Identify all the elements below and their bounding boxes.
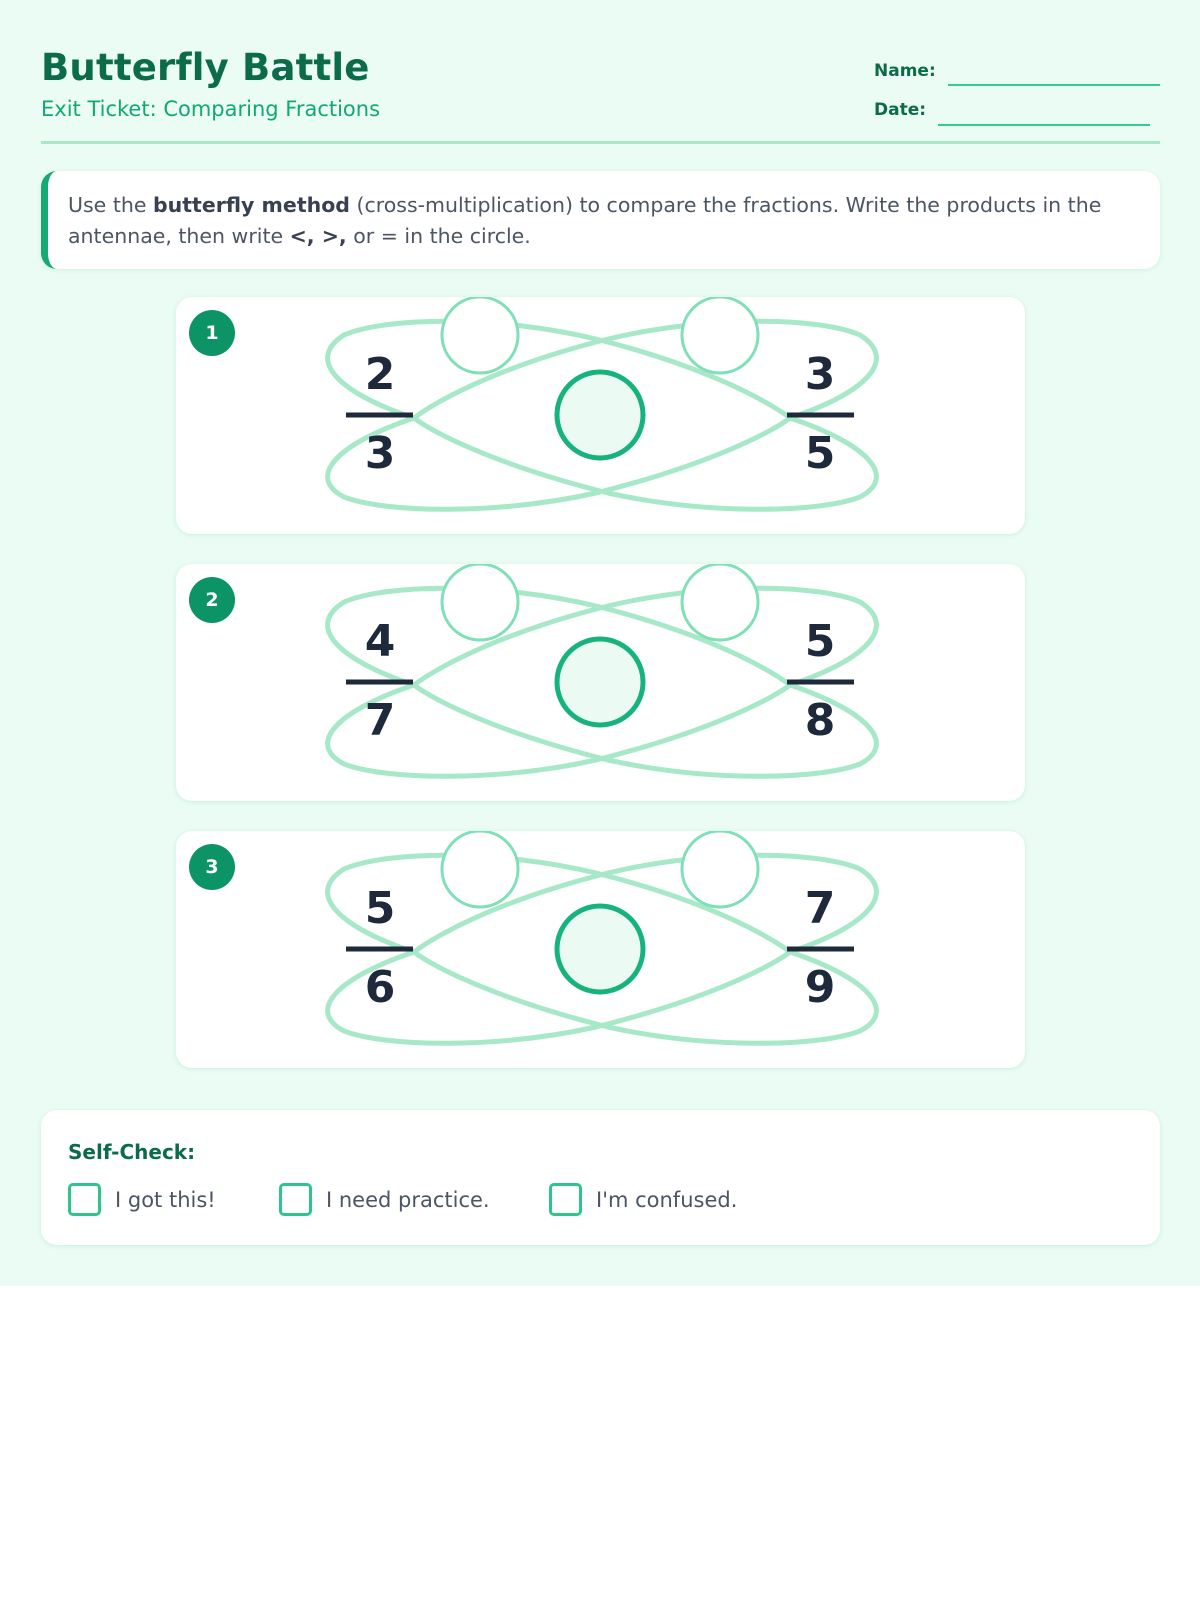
left-denominator: 3 (364, 428, 396, 479)
self-check-panel (41, 1110, 1160, 1245)
left-denominator: 7 (364, 695, 396, 746)
self-check-option-confused[interactable] (549, 1183, 737, 1216)
right-antenna-circle[interactable] (682, 831, 758, 907)
comparison-circle[interactable] (557, 372, 643, 458)
left-numerator: 5 (364, 883, 396, 934)
self-check-title: Self-Check: (68, 1140, 196, 1164)
checkbox[interactable] (68, 1183, 101, 1216)
name-label: Name: (874, 61, 936, 81)
self-check-option-got-it[interactable] (68, 1183, 216, 1216)
self-check-option-label: I'm confused. (596, 1187, 738, 1212)
left-antenna-circle[interactable] (442, 564, 518, 640)
comparison-circle[interactable] (557, 906, 643, 992)
name-field[interactable] (948, 84, 1160, 86)
problem-number-badge: 1 (189, 310, 235, 356)
instructions-symbols: <, >, (289, 224, 347, 248)
problem-card-2 (176, 564, 1025, 801)
instructions-text-3: or = in the circle. (346, 224, 531, 248)
page-subtitle: Exit Ticket: Comparing Fractions (41, 97, 381, 121)
right-denominator: 8 (804, 695, 836, 746)
date-label: Date: (874, 100, 927, 120)
right-denominator: 5 (804, 428, 836, 479)
date-field[interactable] (938, 124, 1150, 126)
problem-card-3 (176, 831, 1025, 1068)
checkbox[interactable] (549, 1183, 582, 1216)
page-title: Butterfly Battle (41, 46, 370, 89)
problem-number-badge: 2 (189, 577, 235, 623)
right-numerator: 5 (804, 616, 836, 667)
instructions-text-2: (cross-multiplication) to compare the fractions. Write the products in the antennae, then write (68, 193, 1102, 248)
header (41, 42, 1160, 144)
instructions-text-1: Use the (68, 193, 153, 217)
self-check-option-need-practice[interactable] (279, 1183, 490, 1216)
left-denominator: 6 (364, 962, 396, 1013)
instructions-bold: butterfly method (152, 193, 350, 217)
checkbox[interactable] (279, 1183, 312, 1216)
right-numerator: 7 (804, 883, 836, 934)
comparison-circle[interactable] (557, 639, 643, 725)
self-check-option-label: I need practice. (326, 1187, 490, 1212)
left-antenna-circle[interactable] (442, 297, 518, 373)
left-numerator: 4 (364, 616, 396, 667)
problem-card-1 (176, 297, 1025, 534)
right-antenna-circle[interactable] (682, 297, 758, 373)
butterfly-diagram (176, 564, 1025, 801)
instructions-box (41, 171, 1160, 269)
right-denominator: 9 (804, 962, 836, 1013)
butterfly-diagram (176, 297, 1025, 534)
right-numerator: 3 (804, 349, 836, 400)
problem-number-badge: 3 (189, 844, 235, 890)
right-antenna-circle[interactable] (682, 564, 758, 640)
self-check-option-label: I got this! (115, 1187, 216, 1212)
left-antenna-circle[interactable] (442, 831, 518, 907)
left-numerator: 2 (364, 349, 396, 400)
butterfly-diagram (176, 831, 1025, 1068)
